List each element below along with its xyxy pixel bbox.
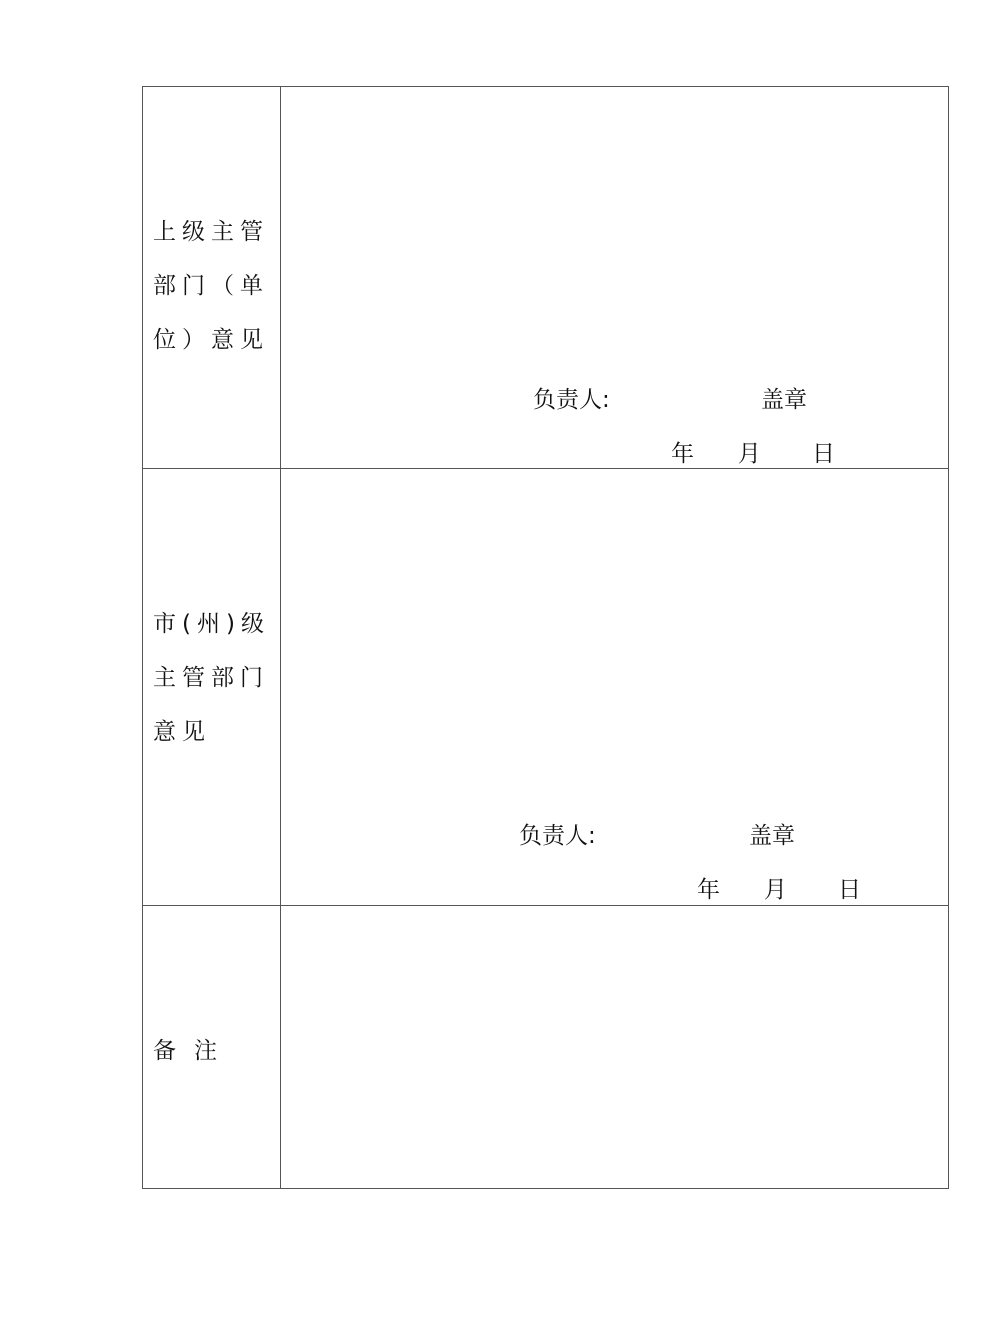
row-label-superior-dept: 上级主管部门（单位）意见 — [153, 219, 269, 353]
person-in-charge-label: 负责人: — [533, 387, 610, 413]
seal-label: 盖章 — [761, 387, 807, 413]
label-cell-remarks — [143, 905, 281, 1188]
person-in-charge-label: 负责人: — [519, 823, 596, 850]
label-cell-superior-dept — [143, 87, 281, 469]
date-line: 年 月 日 — [697, 877, 862, 904]
row-label-city-dept: 市(州)级主管部门意见 — [153, 611, 270, 746]
table-row-city-dept — [143, 469, 949, 905]
table-row-superior-dept — [143, 87, 949, 469]
row-label-remarks: 备注 — [153, 1037, 235, 1064]
date-line: 年 月 日 — [671, 441, 836, 467]
opinion-cell-superior-dept[interactable] — [281, 87, 949, 469]
seal-label: 盖章 — [749, 823, 795, 850]
opinion-cell-city-dept[interactable] — [281, 469, 949, 905]
label-cell-city-dept — [143, 469, 281, 905]
remarks-cell[interactable] — [281, 905, 949, 1188]
table-row-remarks — [143, 905, 949, 1188]
approval-form-table — [142, 86, 949, 1189]
